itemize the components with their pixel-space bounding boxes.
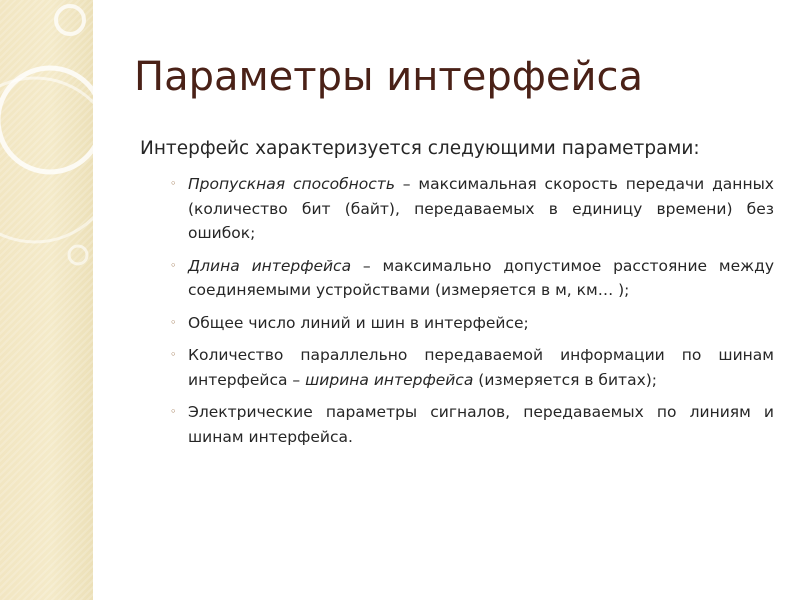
decor-ring-outer [0, 78, 93, 242]
decor-ring-tiny [69, 246, 87, 264]
bullet-item-bandwidth [140, 172, 774, 246]
bullet-text: – максимальная скорость передачи данных (количество бит (байт), передаваемых в единицу времени) без ошибок; [188, 175, 774, 242]
bullet-item-electrical [140, 400, 774, 449]
bullet-circle-icon: ◦ [170, 177, 177, 190]
bullet-item-width [140, 343, 774, 392]
bullet-item-length [140, 254, 774, 303]
bullet-text: Электрические параметры сигналов, передаваемых по линиям и шинам интерфейса. [188, 403, 774, 446]
bullet-text: Общее число линий и шин в интерфейсе; [188, 313, 529, 332]
bullet-circle-icon: ◦ [170, 405, 177, 418]
bullet-text: – максимально допустимое расстояние между соединяемыми устройствами (измеряется в м, км… ); [188, 256, 774, 299]
decor-ring-small [56, 6, 84, 34]
bullet-text: (измеряется в битах); [473, 370, 658, 389]
intro-text: Интерфейс характеризуется следующими параметрами: [140, 138, 700, 159]
bullet-circle-icon: ◦ [170, 258, 177, 272]
bullet-circle-icon: ◦ [170, 315, 177, 329]
term-length: Длина интерфейса [188, 256, 352, 275]
slide-title: Параметры интерфейса [134, 54, 644, 100]
decorative-side-band [0, 0, 93, 600]
decorative-circles [0, 0, 93, 600]
bullet-item-lines-count [140, 311, 774, 336]
bullet-text: Количество параллельно передаваемой информации по шинам интерфейса – [188, 346, 774, 389]
term-width: ширина интерфейса [305, 370, 474, 389]
bullet-list [140, 172, 774, 449]
term-bandwidth: Пропускная способность [188, 175, 395, 193]
slide-content [140, 136, 774, 457]
bullet-circle-icon: ◦ [170, 348, 177, 361]
decor-ring-large [0, 68, 93, 172]
